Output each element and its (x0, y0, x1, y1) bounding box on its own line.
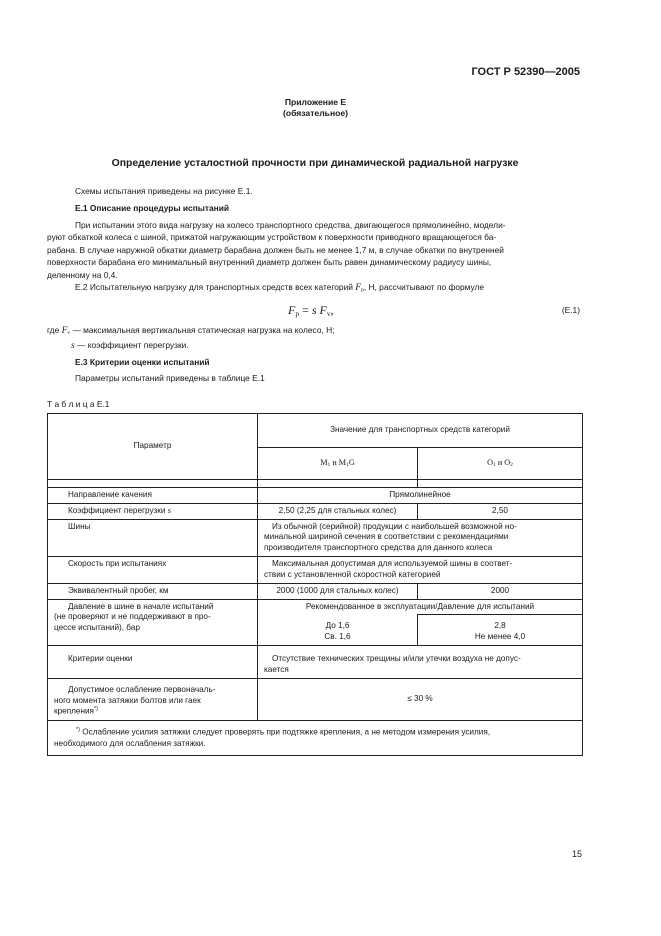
appendix-status: (обязательное) (282, 108, 349, 118)
appendix-title: Приложение Е (284, 97, 347, 107)
intro-text: Схемы испытания приведены на рисунке Е.1. (75, 186, 253, 196)
table-row (48, 599, 583, 615)
section-title: Определение усталостной прочности при динамической радиальной нагрузке (111, 158, 519, 169)
standard-number: ГОСТ Р 52390—2005 (471, 66, 580, 78)
cell-param: Шины (48, 519, 258, 556)
header-param: Параметр (48, 414, 258, 480)
e1-line: деленному на 0,4. (47, 269, 118, 280)
formula-e1: Fp = s Fv, (288, 303, 334, 318)
cell-value-o: 2000 (418, 583, 583, 599)
footnote-row (48, 720, 583, 755)
table-row (48, 583, 583, 599)
table-header-row (48, 414, 583, 448)
table-row (48, 646, 583, 679)
table-row (48, 503, 583, 519)
header-group: Значение для транспортных средств категорий (258, 414, 583, 448)
e1-line: поверхности барабана его минимальный внутренний диаметр должен быть равен динамическому радиусу шины, (47, 257, 492, 268)
cell-param: Критерии оценки (48, 646, 258, 679)
e1-line: руют обкаткой колеса с шиной, прижатой нагружающим устройством к поверхности приводного вращающегося ба- (47, 232, 497, 243)
table-caption: Т а б л и ц а Е.1 (47, 399, 110, 409)
cell-param: Давление в шине в начале испытаний (не проверяют и не поддерживают в про- цессе испытаний), бар (48, 599, 258, 645)
e3-text: Параметры испытаний приведены в таблице Е.1 (75, 373, 265, 383)
cell-value-o: 2,50 (418, 503, 583, 519)
cell-value: Из обычной (серийной) продукции с наибольшей возможной но- минальной шириной сечения в соответствии с рекомендациями производителя транспортного средства для данного колеса (258, 519, 583, 556)
e2-text: Е.2 Испытательную нагрузку для транспортных средств всех категорий Fр, Н, рассчитывают по формуле (75, 282, 485, 293)
header-cat-o: О1 и О2 (418, 448, 583, 480)
cell-value: Максимальная допустимая для используемой шины в соответ- ствии с установленной скоростной категорией (258, 557, 583, 584)
formula-number: (Е.1) (561, 305, 580, 315)
cell-value: ≤ 30 % (258, 678, 583, 720)
footnote: *) Ослабление усилия затяжки следует проверять при подтяжке крепления, а не методом измерения усилия, необходимого для ослабления затяжки. (48, 720, 583, 755)
page-number: 15 (571, 849, 582, 859)
table-row (48, 519, 583, 556)
where-fv: где Fv — максимальная вертикальная статическая нагрузка на колесо, Н; (47, 325, 335, 336)
cell-value-m: До 1,6 Св. 1,6 (258, 615, 418, 646)
e1-line: рабана. В случае наружной обкатки диаметр барабана должен быть не менее 1,7 м, в случае обкатки по внутренней (47, 244, 504, 255)
e3-heading: Е.3 Критерии оценки испытаний (75, 357, 210, 367)
header-cat-m: М1 и М1G (258, 448, 418, 480)
cell-value-m: 2000 (1000 для стальных колес) (258, 583, 418, 599)
cell-param: Коэффициент перегрузки s (48, 503, 258, 519)
table-row (48, 678, 583, 720)
where-s: s — коэффициент перегрузки. (71, 340, 189, 351)
cell-value: Рекомендованное в эксплуатации/Давление для испытаний (258, 599, 583, 615)
table-row (48, 557, 583, 584)
cell-param: Скорость при испытаниях (48, 557, 258, 584)
parameters-table (47, 413, 583, 756)
e1-paragraph (47, 219, 580, 281)
cell-param: Эквивалентный пробег, км (48, 583, 258, 599)
cell-param: Направление качения (48, 488, 258, 504)
e1-line: При испытании этого вида нагрузку на колесо транспортного средства, двигающегося прямолинейно, модели- (75, 220, 506, 230)
table-row (48, 488, 583, 504)
cell-value: Отсутствие технических трещины и/или утечки воздуха не допус- кается (258, 646, 583, 679)
cell-value-m: 2,50 (2,25 для стальных колес) (258, 503, 418, 519)
e1-heading: Е.1 Описание процедуры испытаний (75, 203, 230, 213)
cell-value: Прямолинейное (258, 488, 583, 504)
spacer-row (48, 480, 583, 488)
cell-param: Допустимое ослабление первоначаль- ного момента затяжки болтов или гаек крепления*) (48, 678, 258, 720)
cell-value-o: 2,8 Не менее 4,0 (418, 615, 583, 646)
